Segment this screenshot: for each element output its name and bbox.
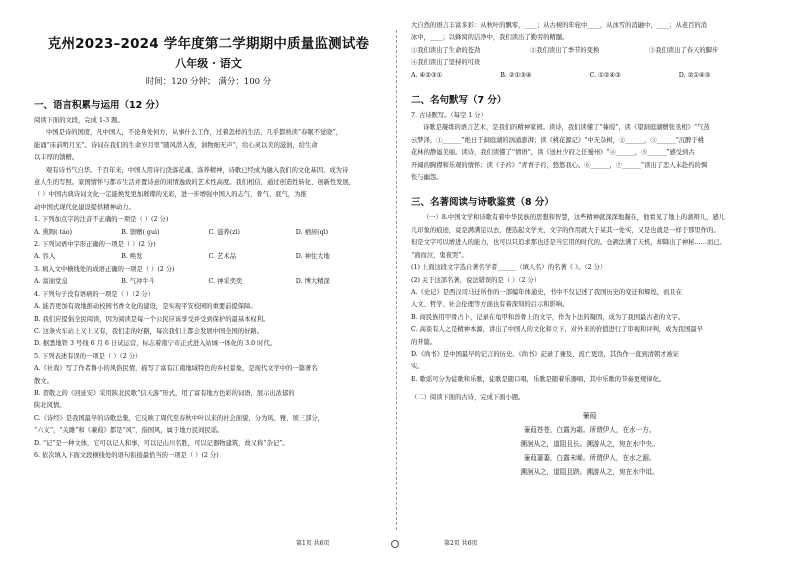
text-line: “面而泣，鬼夜哭”。 (411, 251, 468, 259)
option-b: B. 唤发 (121, 253, 143, 261)
question-2-options (34, 251, 383, 263)
text-line: “六义”，“关雎”和《蒹葭》都是“风”，指国风，属于地方民间民谣。 (34, 427, 224, 435)
page-number-1: 第1页 共6页 (296, 540, 330, 547)
option-d: D. 神往大地 (295, 253, 330, 261)
option-b: B. ②①③④ (500, 71, 532, 79)
text-line: 儿印象的痕迹，竟是满满足以去，便选起文学夫，文字的作用就大于某其一处实，又是也就是一样于那里作的。 (411, 226, 720, 234)
question-1-options (34, 227, 383, 239)
text-line: E. 歌谣可分为徒歌和乐歌，徒歌是随口唱，乐歌是随着乐器唱，其中乐歌的节奏更规律化。 (411, 375, 666, 383)
option-c: C. 滋养(zī) (208, 228, 240, 236)
poem-line: 蒹葭苍苍，白露为霜。所谓伊人，在水一方。 (523, 425, 656, 434)
option-c: C. 神采奕奕 (208, 278, 243, 286)
option-a: A. 富丽堂皇 (34, 278, 68, 286)
option-a: A. 熏陶( táo) (34, 228, 73, 236)
sentence-option: ②我们读出了季节的变换 (530, 46, 600, 54)
option-d: D. ②①④③ (678, 71, 711, 79)
page-number-2: 第2页 共6页 (444, 540, 478, 547)
question-3-options (34, 276, 383, 288)
text-line: (2) 关于这部名著，说法错误的是（ ）（2 分） (411, 276, 541, 284)
text-line: A. 能否更加有效地推动校园书香文化的建设，是实现平安校园的重要前提保障。 (34, 303, 257, 311)
text-line: 散文。 (34, 377, 53, 385)
poem-line: 蒹葭萋萋，白露未晞。所谓伊人，在水之湄。 (523, 453, 656, 462)
text-line: B. 贺敬之的《回延安》采用陕北民歌“信天游”形式，用了富有地方色彩的词语，展示出浓郁的 (34, 389, 295, 397)
text-line: 人文、哲学、社会伦理等方面也有着深刻的启示和影响。 (411, 301, 569, 309)
sentence-options-row-1 (411, 45, 768, 57)
question-2-stem: 2. 下列词语中字形正确的一项是（ ）(2 分) (34, 241, 156, 249)
text-line: 花林的静谧美丽。读诗，我们读懂了“情语”，读《送杜少府之任蜀州》“④______，⑤______”感受到古 (411, 149, 695, 157)
poem-line: 溯洄从之，道阻且长。溯游从之，宛在水中央。 (520, 439, 659, 448)
text-line: 开阔的胸襟和乐观的情怀；读《子衿》“青青子衿，悠悠我心。⑥______，⑦______”读出了恋人未赴约的惆 (411, 161, 708, 169)
option-d: D. 栖居(qī) (295, 228, 329, 236)
section-heading-2: 二、名句默写（7 分） (411, 95, 507, 107)
option-c: C. 艺术品 (208, 253, 236, 261)
text-line: 实。 (411, 363, 424, 371)
text-line: D. “记”是一种文体，它可以记人和事，可以记山川名胜，可以记器物建筑，故又称“杂记”。 (34, 439, 289, 447)
section-heading-3: 三、名著阅读与诗歌鉴赏（8 分） (411, 197, 554, 209)
text-line: 7. 古诗默写。（每空 1 分） (411, 112, 487, 120)
exam-subtitle: 八年级 · 语文 (175, 57, 242, 70)
option-b: B. 气冲牛斗 (121, 278, 156, 286)
text-line: B. 我们应提倡全民阅读，因为阅读是每一个公民应该享受并受到保护的最基本权利。 (34, 315, 270, 323)
text-line: D.《尚书》是中国最早的记言的历史。《尚书》記录了兼及、流亡更迭，其伪作一直到清朝才被证 (411, 350, 680, 358)
text-line: 冰中，____；以蜂窝的洁净中，我们读出了勤劳的精髓。 (411, 34, 569, 42)
text-line: D. 据悉地铁 3 号线 6 月 6 日试运营，标志着南宁市正式进入站城一体化的 3.0 时代。 (34, 340, 277, 348)
text-line: A.《史记》是西汉司马迁所作的一部编年体通史，书中不仅记述了我国历史的变迁和辉煌，而且在 (411, 288, 683, 296)
text-line: 陕北风情。 (34, 402, 66, 410)
text-line: 大自然的语言丰富多彩：从秋叶的飘零，____；从古树的年轮中____，从冰雪的消融中，____；从老百的消 (411, 22, 707, 29)
text-line: 以丰厚的馈赠。 (34, 154, 79, 162)
text-line: 意人生的写照。家国情怀与都市生活并置诗意的闲情逸致的艺术性高度。我们相信，通过创造性转化、创新性发展， (34, 179, 356, 187)
text-line: C.《诗经》是我国最早的诗歌总集，它反映了周代至春秋中叶以来的社会面貌，分为风、雅、颂三部分， (34, 414, 324, 422)
text-line: （ ）中国古典诗词文化一定能焕发更加璀璨的光彩，进一步增强中国人的志气、骨气、底气，为推 (34, 191, 307, 199)
text-line: 但是文字可以增进人的能力，也可以只追求那也还是当它用的时代的。仓颉法满了天机，却降出了神秘……而已。 (411, 239, 726, 247)
sentence-option: ④我们读出了坚持的可贵 (411, 59, 481, 67)
text-line: B. 商民族用甲骨占卜，记录在龟甲和兽骨上的文字，作为卜法的凝固，成为了我国最古老的文字。 (411, 313, 685, 321)
section-heading-1: 一、语言积累与运用（12 分） (34, 100, 165, 111)
binding-hole-icon (391, 540, 399, 548)
right-page (397, 0, 794, 561)
question-6-choices (411, 70, 768, 82)
text-line: 6. 依次填入下面文段横线处的语句衔接最恰当的一项是（ ）(2 分) (34, 451, 219, 459)
option-a: A. ④②③① (411, 71, 443, 79)
text-line: 怅与幽怨。 (411, 174, 443, 182)
text-line: 4. 下列句子没有语病的一项是（ ）（2 分） (34, 290, 154, 298)
text-line: A.《社戏》写了作者鲁小的风俗民情，描写了富有江南地域特色的乡村景象，是现代文学中的一篇著名 (34, 365, 318, 373)
sentence-options-row-2 (411, 57, 768, 69)
text-line: 动中国式现代化建设提供精神动力。 (34, 203, 135, 211)
text-line: 诗歌是凝练的语言艺术，是我们的精神家园。读诗，我们读懂了“蒹葭”，读《望洞庭湖赠张丞相》“气蒸 (423, 124, 710, 132)
option-c: C. ①②④③ (589, 71, 621, 79)
text-line: 云梦泽，①______”绝日于洞庭湖的汹涌澎湃；读《桃花源记》“中无杂树，②______，③______”沉醉于桃 (411, 136, 705, 144)
option-b: B. 馈赠( guì) (121, 228, 160, 236)
text-line: 阅读下面的文段，完成 1-3 题。 (34, 117, 124, 124)
text-line: 中国是诗的国度，凡中国人，不论身处何方，从事什么工作，过着怎样的生活，几乎都熟读“春眠不觉晓”， (46, 129, 343, 137)
sentence-option: ①我们读出了生命的苍劲 (411, 46, 481, 54)
poem-line: 溯洄从之，道阻且跻。溯游从之，宛在水中坻。 (520, 467, 659, 476)
question-3-stem: 3. 填入文中横线处的成语正确的一项是（ ）(2 分) (34, 265, 175, 273)
question-1-stem: 1. 下列加点字的注音不正确的一项是（ ）(2 分) (34, 216, 169, 224)
text-line: 的开篇。 (411, 338, 437, 346)
text-line: (1) 上面这段文字选自著名学者______（填人名）的名著《 》。（2 分） (411, 264, 607, 272)
text-line: C. 这条火车站上又上又有，我们走的好路，每次我们上都会发展中国全国的好路。 (34, 327, 263, 335)
exam-meta: 时间：120 分钟； 满分：100 分 (145, 77, 272, 87)
text-line: 5. 下列表述有误的一项是（ ）（2 分） (34, 352, 142, 360)
subsection-heading: （二）阅读下面的古诗，完成下面小题。 (411, 394, 525, 402)
text-line: （一）8.中国文学和诗歌有着中华民族的思想和智慧，这些精神就深深地凝在，他看见了地上的蒲辩儿，感儿 (423, 214, 725, 222)
exam-title: 克州2023–2024 学年度第二学期期中质量监测试卷 (47, 36, 370, 52)
text-line: 能诵“床前明月光”。诗词在我们的生命岁月里“随风潜入夜，润物细无声”，给心灵以美的滋润，给生命 (34, 141, 318, 149)
option-d: D. 博大精深 (295, 278, 330, 286)
poem-title: 蒹葭 (582, 411, 597, 420)
sentence-option: ③我们读出了春天的脚步 (649, 46, 719, 54)
option-a: A. 容入 (34, 253, 56, 261)
text-line: 观有诗书气自华。千百年来，中国人用诗行浇落花魂、涤养精神，诗歌已经成为融入我们的文化基因，成为诗 (46, 166, 349, 174)
text-line: C. 高谈有人之是精神本源，讲出了中国人的文化和立下，对外来的价值进行了审视和评判，成为我国最早 (411, 326, 703, 334)
